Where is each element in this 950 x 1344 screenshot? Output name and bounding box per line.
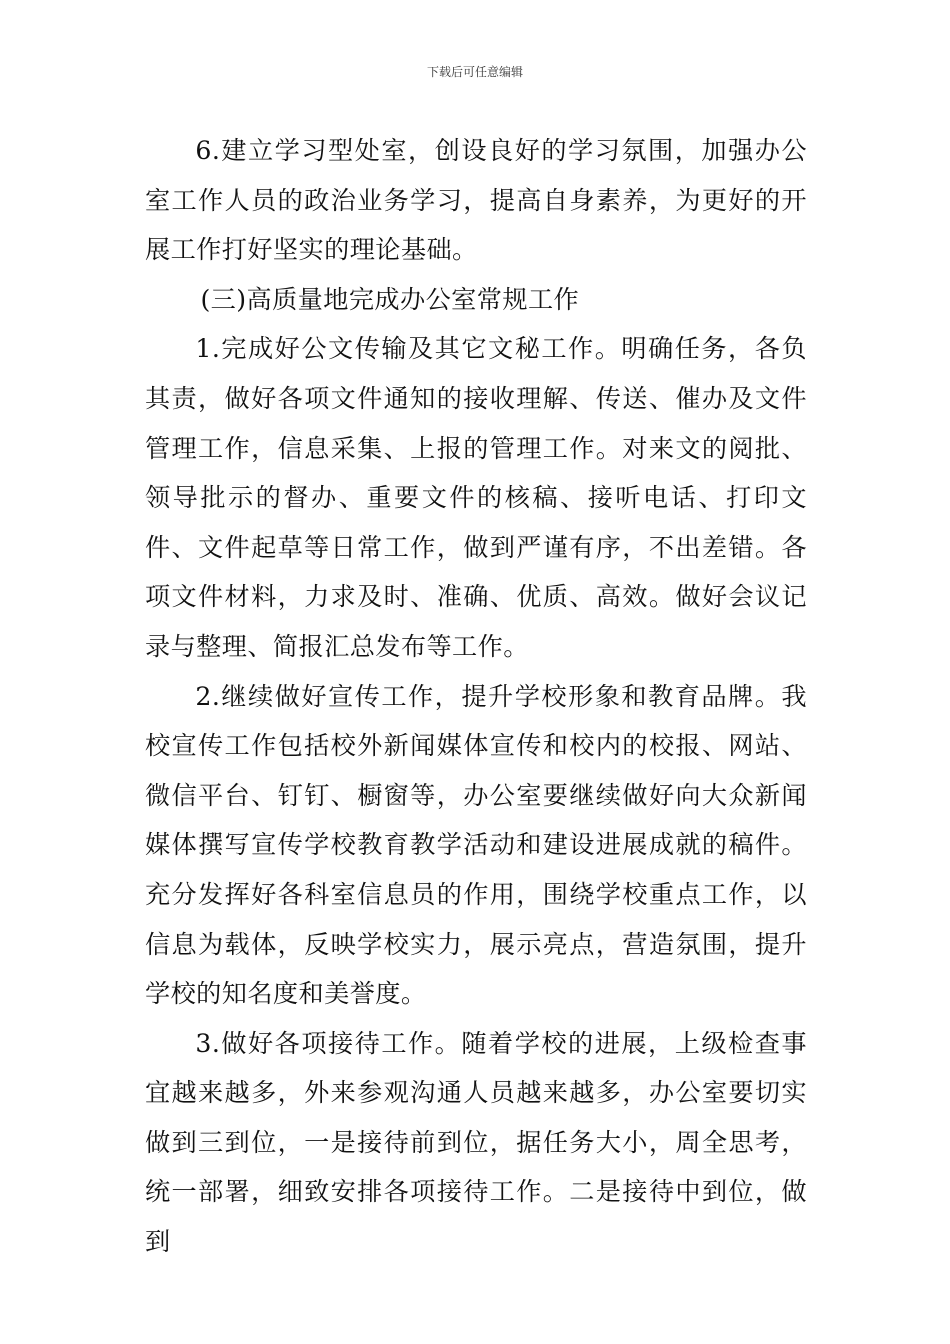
paragraph-item-3: 3.做好各项接待工作。随着学校的进展，上级检查事宜越来越多，外来参观沟通人员越来越多，办公室要切实做到三到位，一是接待前到位，据任务大小，周全思考，统一部署，细致安排各项接待工作。二是接待中到位，做到 [145,1028,807,1257]
page-header-note: 下载后可任意编辑 [426,65,523,79]
paragraph-item-2: 2.继续做好宣传工作，提升学校形象和教育品牌。我校宣传工作包括校外新闻媒体宣传和校内的校报、网站、微信平台、钉钉、橱窗等，办公室要继续做好向大众新闻媒体撰写宣传学校教育教学活动和建设进展成就的稿件。充分发挥好各科室信息员的作用，围绕学校重点工作，以信息为载体，反映学校实力，展示亮点，营造氛围，提升学校的知名度和美誉度。 [145,681,807,1009]
paragraph-item-1: 1.完成好公文传输及其它文秘工作。明确任务，各负其责，做好各项文件通知的接收理解、传送、催办及文件管理工作，信息采集、上报的管理工作。对来文的阅批、领导批示的督办、重要文件的核稿、接听电话、打印文件、文件起草等日常工作，做到严谨有序，不出差错。各项文件材料，力求及时、准确、优质、高效。做好会议记录与整理、简报汇总发布等工作。 [145,334,807,661]
section-heading-3: (三)高质量地完成办公室常规工作 [200,284,580,314]
paragraph-item-6: 6.建立学习型处室，创设良好的学习氛围，加强办公室工作人员的政治业务学习，提高自身素养，为更好的开展工作打好坚实的理论基础。 [145,136,807,265]
document-body [145,126,807,1267]
